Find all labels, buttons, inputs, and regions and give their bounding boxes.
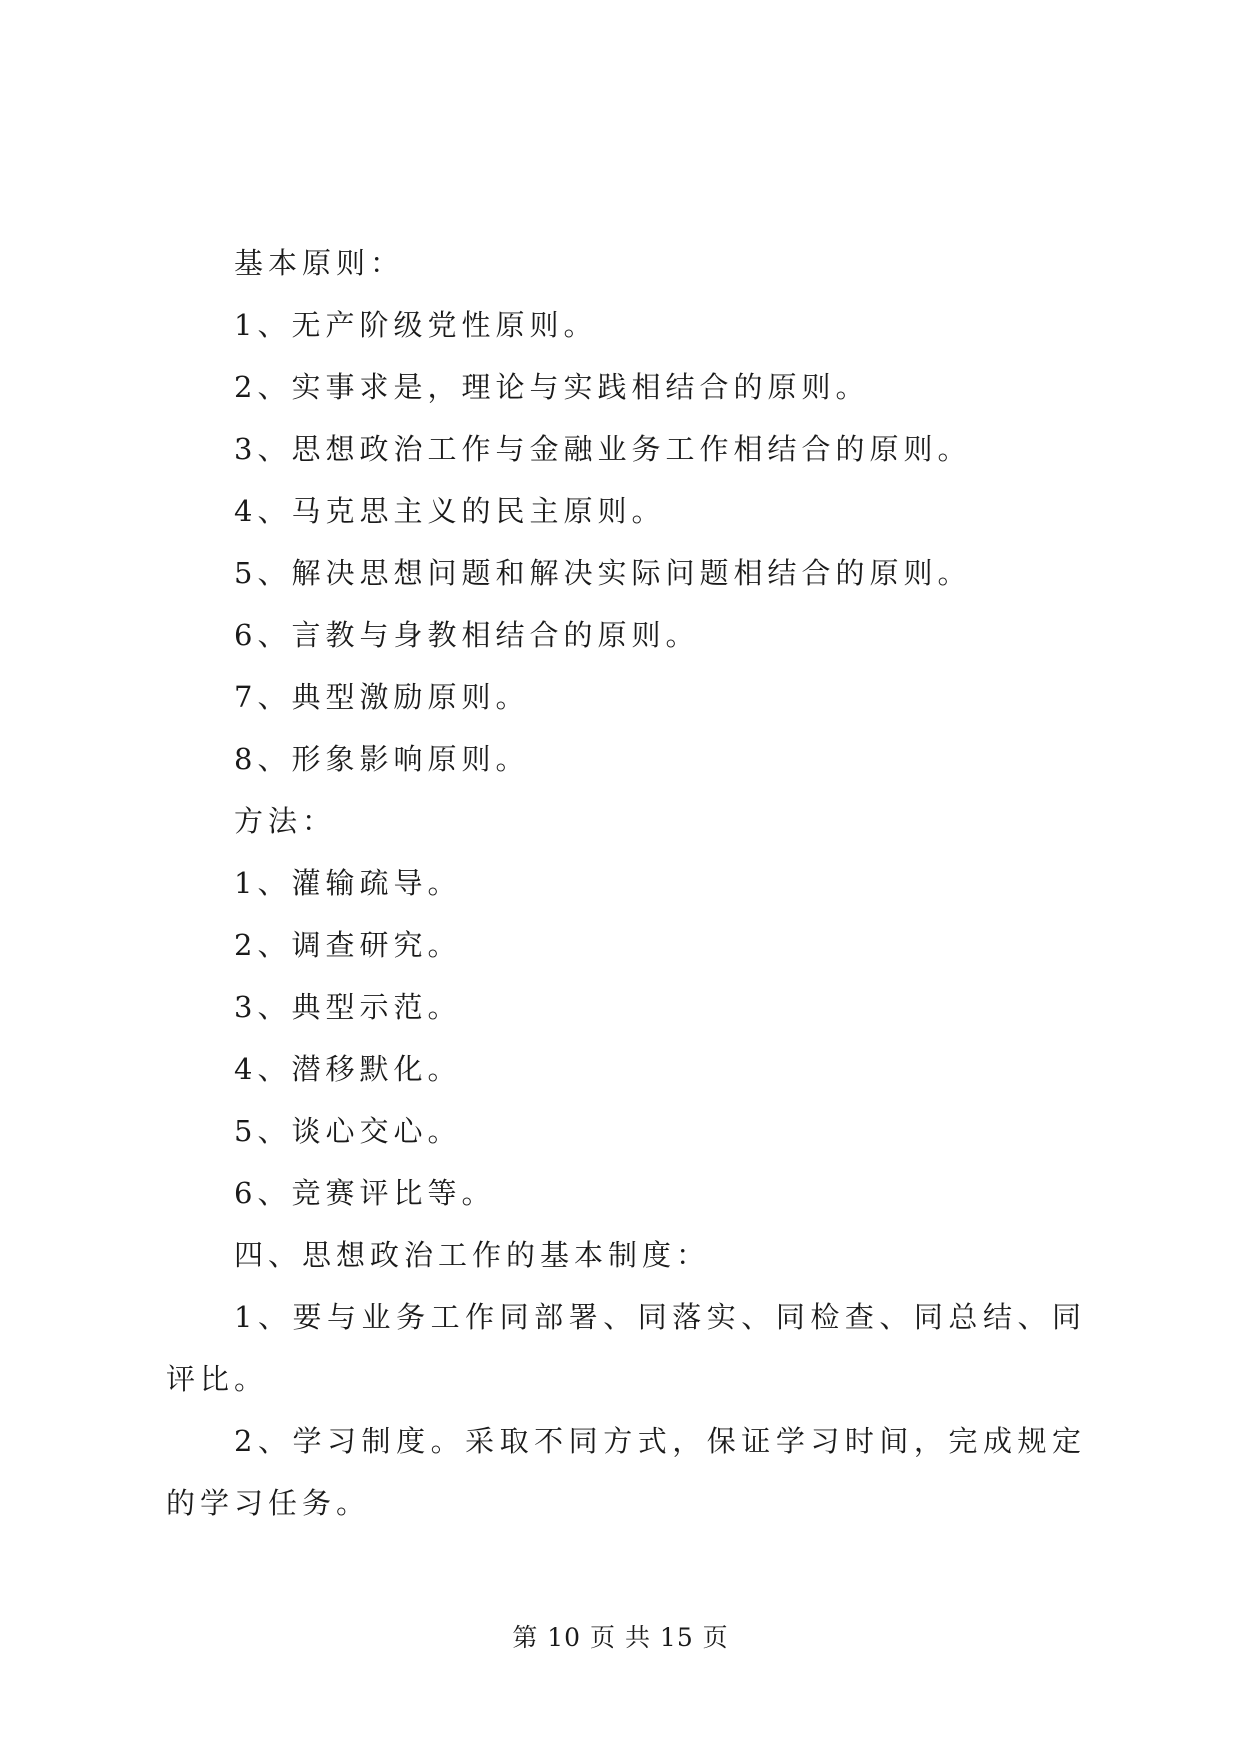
principle-item: 4、马克思主义的民主原则。	[234, 494, 666, 528]
page-number-footer: 第 10 页 共 15 页	[512, 1623, 729, 1652]
section-heading-methods: 方法：	[234, 804, 337, 838]
principle-item: 7、典型激励原则。	[234, 680, 530, 714]
method-item: 6、竞赛评比等。	[234, 1176, 496, 1210]
system-paragraph: 1、要与业务工作同部署、同落实、同检查、同总结、同评比。	[166, 1300, 1086, 1396]
method-item: 3、典型示范。	[234, 990, 462, 1024]
principle-item: 5、解决思想问题和解决实际问题相结合的原则。	[234, 556, 972, 590]
principle-item: 8、形象影响原则。	[234, 742, 530, 776]
method-item: 2、调查研究。	[234, 928, 462, 962]
document-body	[166, 232, 1086, 1534]
principle-item: 1、无产阶级党性原则。	[234, 308, 598, 342]
section-heading-principles: 基本原则：	[234, 246, 405, 280]
section-heading-system: 四、思想政治工作的基本制度：	[234, 1238, 711, 1272]
principle-item: 3、思想政治工作与金融业务工作相结合的原则。	[234, 432, 972, 466]
principle-item: 6、言教与身教相结合的原则。	[234, 618, 700, 652]
method-item: 4、潜移默化。	[234, 1052, 462, 1086]
method-item: 5、谈心交心。	[234, 1114, 462, 1148]
principle-item: 2、实事求是，理论与实践相结合的原则。	[234, 370, 870, 404]
system-paragraph: 2、学习制度。采取不同方式，保证学习时间，完成规定的学习任务。	[166, 1424, 1086, 1520]
method-item: 1、灌输疏导。	[234, 866, 462, 900]
